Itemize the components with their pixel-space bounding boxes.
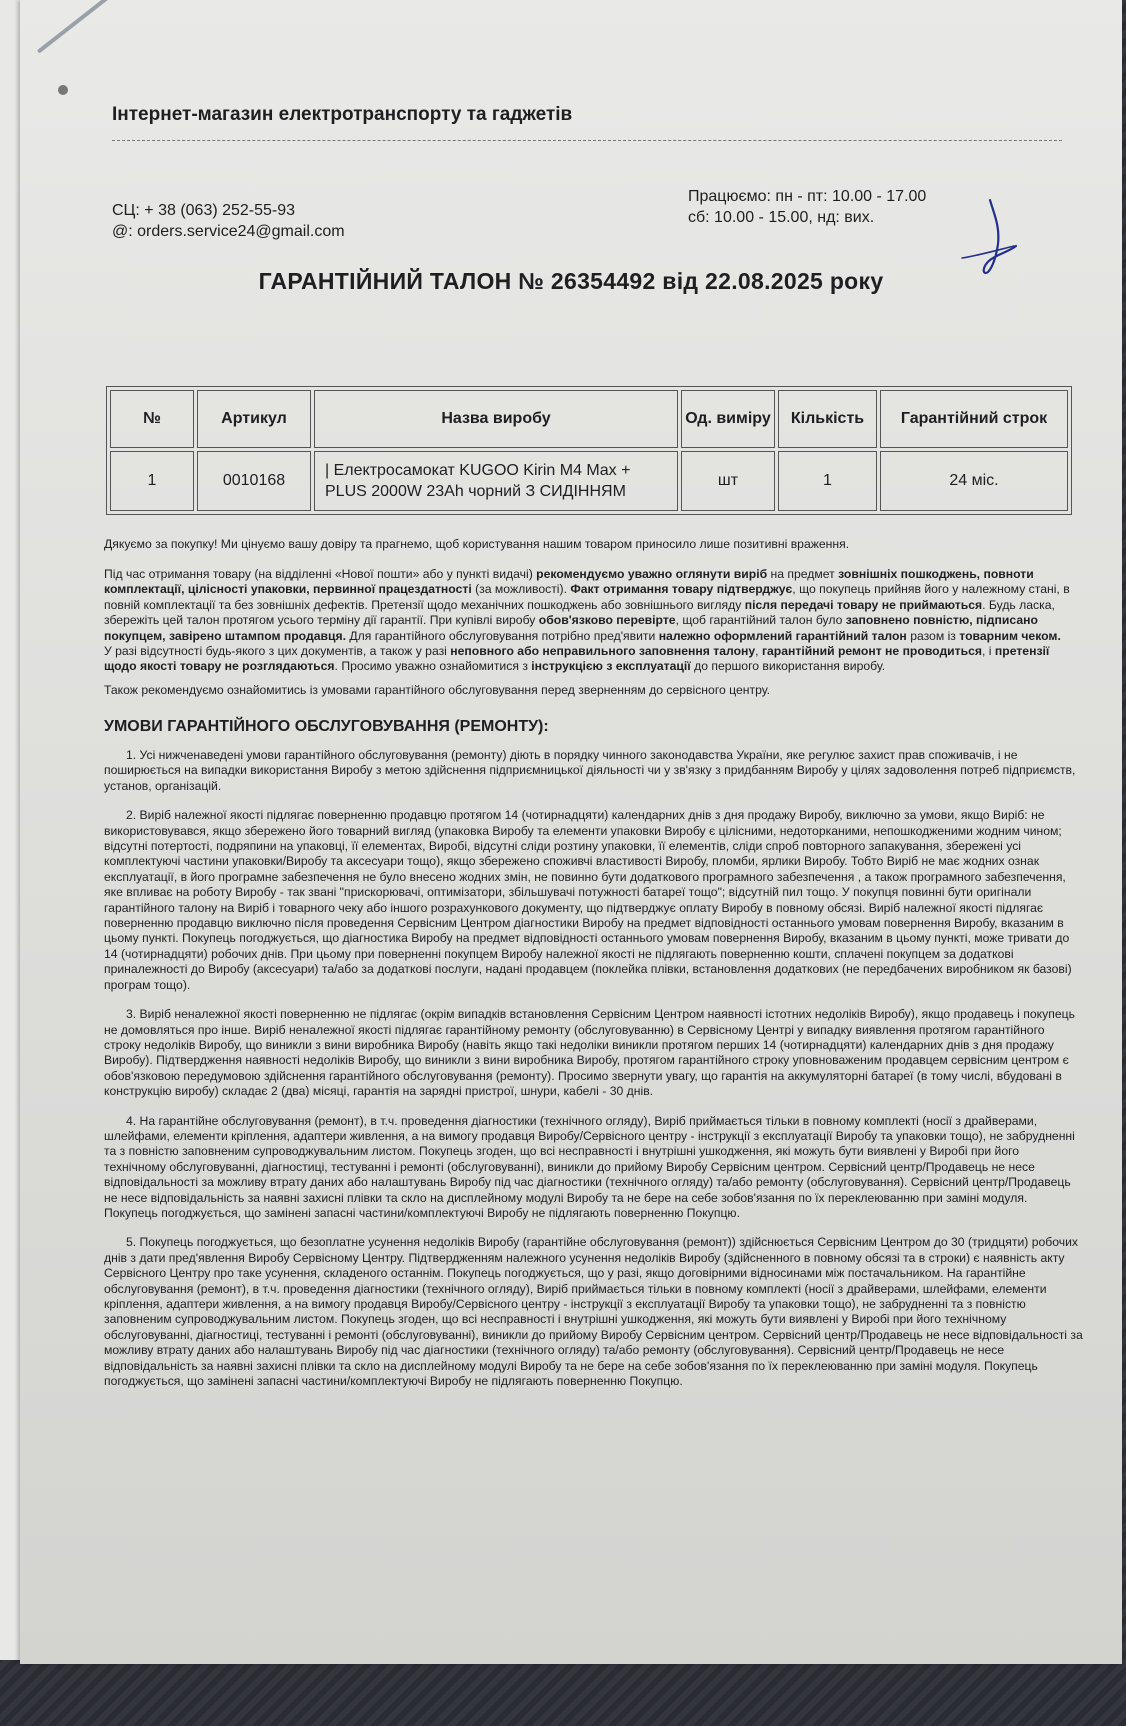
term-3: 3. Виріб неналежної якості поверненню не підлягає (окрім випадків встановлення Сервісним Центром наявності істотних недоліків Виробу), якщо продавець і покупець не домовляться про інше. Виріб неналежної якості підлягає гарантійному ремонту (обслуговуванню) в Сервісному Центрі у випадку виявлення протягом гарантійного строку недоліків Виробу, що виникли з вини виробника Виробу (навіть якщо такі недоліки виникли протягом перших 14 (чотирнадцяти) календарних днів з дня продажу Виробу). Підтвердження наявності недоліків Виробу, що виникли з вини виробника Виробу, протягом гарантійного строку уповноваженим продавцем сервісним центром є обов'язковою передумовою здійснення гарантійного обслуговування (ремонту). Просимо звернути увагу, що гарантія на аккумуляторні батареї (в тому числі, вбудовані в конструкцію виробу) складає 2 (два) місяці, гарантія на зарядні пристрої, шнури, кабелі - 30 днів. bbox=[104, 1007, 1075, 1099]
intro-paragraph bbox=[104, 567, 1084, 675]
intro-text: до першого використання виробу. bbox=[694, 659, 886, 674]
underlying-sheet bbox=[0, 0, 22, 1660]
col-header-unit bbox=[681, 390, 775, 448]
intro-text: , щоб гарантійний талон було bbox=[675, 613, 843, 628]
cell-unit: шт bbox=[681, 451, 775, 511]
intro-bold: зовнішніх пошкоджень, повноти комплектації, цілісності упаковки, первинної працездатності bbox=[104, 567, 1034, 597]
term-1: 1. Усі нижченаведені умови гарантійного обслуговування (ремонту) діють в порядку чинного законодавства України, яке регулює захист прав споживачів, і не поширюється на випадки використання Виробу з метою здійснення підприємницької діяльності чи у зв'язку з придбанням Виробу у цілях задоволення потреб підприємств, установ, організацій. bbox=[104, 748, 1076, 793]
col-header-quantity: Кількість bbox=[778, 390, 877, 448]
cell-product-name bbox=[314, 451, 678, 511]
contacts-block bbox=[112, 200, 345, 242]
unit-header-text: Од. виміру bbox=[685, 410, 771, 427]
document-title: ГАРАНТІЙНИЙ ТАЛОН № 26354492 від 22.08.2025 року bbox=[258, 268, 884, 294]
header-divider bbox=[112, 140, 1062, 141]
col-header-warranty: Гарантійний строк bbox=[880, 390, 1068, 448]
col-header-article: Артикул bbox=[197, 390, 311, 448]
hours-weekdays: Працюємо: пн - пт: 10.00 - 17.00 bbox=[688, 188, 927, 205]
intro-bold: заповнено повністю, підписано покупцем, завірено штампом продавця. bbox=[104, 613, 1038, 643]
thanks-paragraph: Дякуємо за покупку! Ми цінуємо вашу довіру та прагнемо, щоб користування нашим товаром приносило лише позитивні враження. bbox=[104, 537, 850, 551]
intro-text: Під час отримання товару (на відділенні «Нової пошти» або у пункті видачі) bbox=[104, 567, 533, 581]
cell-article: 0010168 bbox=[197, 451, 311, 511]
intro-text: . Просимо уважно ознайомитися з bbox=[334, 659, 528, 674]
cell-number: 1 bbox=[110, 451, 194, 511]
staple-hole bbox=[58, 85, 68, 95]
intro-text: Для гарантійного обслуговування потрібно пред'явити bbox=[349, 628, 656, 643]
intro-bold: належно оформлений гарантійний талон bbox=[658, 628, 907, 643]
intro-text: на предмет bbox=[770, 567, 835, 581]
intro-bold: інструкцією з експлуатації bbox=[531, 659, 691, 674]
intro-bold: товарним чеком. bbox=[959, 628, 1061, 643]
intro-text: (за можливості). bbox=[475, 582, 567, 597]
conditions-heading: УМОВИ ГАРАНТІЙНОГО ОБСЛУГОВУВАННЯ (РЕМОНТУ): bbox=[104, 718, 549, 735]
table-row bbox=[110, 451, 1068, 511]
intro-bold: рекомендуємо уважно оглянути виріб bbox=[536, 567, 768, 581]
col-header-product-name: Назва виробу bbox=[314, 390, 678, 448]
intro-bold: гарантійний ремонт не проводиться bbox=[761, 644, 983, 659]
intro-bold: неповного або неправильного заповнення талону bbox=[450, 644, 756, 659]
product-name-line2: PLUS 2000W 23Ah чорний З СИДІННЯМ bbox=[325, 483, 626, 500]
intro-bold: Факт отримання товару підтверджує bbox=[570, 582, 793, 597]
service-email: @: orders.service24@gmail.com bbox=[112, 223, 345, 240]
term-5: 5. Покупець погоджується, що безоплатне усунення недоліків Виробу (гарантійне обслуговування (ремонт)) здійснюється Сервісним Центром до 30 (тридцяти) робочих днів з дати пред'явлення Виробу Сервісному Центру. Підтвердженням належного усунення недоліків Виробу (здійсненного в повному обсязі та в строки) є наявність акту Сервісного Центру про таке усунення, складеного останнім. Покупець погоджується, що у разі, якщо договірними відносинами між постачальником. На гарантійне обслуговування (ремонт), в т.ч. проведення діагностики (технічного огляду), Виріб приймається тільки в повному комплекті (носії з драйверами, шлейфами, елементи кріплення, адаптери живлення, а на вимогу продавця Виробу/Сервісного центру - інструкції з експлуатації Виробу та упаковки тощо), не забрудненні та з повністю заповненим супроводжувальним листом. Покупець згоден, що всі несправності і внутрішні ушкодження, які можуть бути виявлені у Виробі при його технічному обслуговуванні, діагностиці, тестуванні і ремонті (обслуговуванні), виникли до прийому Виробу Сервісним центром. Сервісний центр/Продавець не несе відповідальності за можливу втрату даних або налаштувань Виробу під час діагностики (технічного огляду) та/або ремонту (обслуговування). Сервісний центр/Продавець не несе відповідальність за наявні захисні плівки та скло на дисплейному модулі Виробу та не бере на себе зобов'язання по їх переклеюванню при заміні модуля. Покупець погоджується, що замінені запасні частини/комплектуючі Виробу не підлягають поверненню Покупцю. bbox=[104, 1235, 1083, 1389]
warranty-document-page bbox=[20, 0, 1122, 1664]
service-phone: СЦ: + 38 (063) 252-55-93 bbox=[112, 202, 296, 219]
cell-warranty-period: 24 міс. bbox=[880, 451, 1068, 511]
intro-text: , і bbox=[982, 644, 992, 659]
intro-text: , bbox=[755, 644, 759, 659]
term-4: 4. На гарантійне обслуговування (ремонт), в т.ч. проведення діагностики (технічного огляду), Виріб приймається тільки в повному комплекті (носії з драйверами, шлейфами, елементи кріплення, адаптери живлення, а на вимогу продавця Виробу/Сервісного центру - інструкції з експлуатації Виробу та упаковки тощо), не забрудненні та з повністю заповненим супроводжувальним листом. Покупець згоден, що всі несправності і внутрішні ушкодження, які можуть бути виявлені у Виробі при його технічному обслуговуванні, діагностиці, тестуванні і ремонті (обслуговуванні), виникли до прийому Виробу Сервісним центром. Сервісний центр/Продавець не несе відповідальності за можливу втрату даних або налаштувань Виробу під час діагностики (технічного огляду) та/або ремонту (обслуговування). Сервісний центр/Продавець не несе відповідальність за наявні захисні плівки та скло на дисплейному модулі Виробу та не бере на себе зобов'язання по їх переклеюванню при заміні модуля. Покупець погоджується, що замінені запасні частини/комплектуючі Виробу не підлягають поверненню Покупцю. bbox=[104, 1113, 1075, 1220]
product-name-line1: | Електросамокат KUGOO Kirin M4 Max + bbox=[325, 462, 631, 479]
staple bbox=[37, 0, 126, 54]
goods-table bbox=[106, 386, 1072, 515]
col-header-number: № bbox=[110, 390, 194, 448]
intro-text: разом із bbox=[910, 628, 956, 643]
intro-text: У разі відсутності будь-якого з цих документів, а також у разі bbox=[104, 644, 447, 659]
intro-text: . Будь ласка, збережіть цей талон протягом усього терміну дії гарантії. При купівлі виробу bbox=[104, 597, 1055, 628]
cell-quantity: 1 bbox=[778, 451, 877, 511]
intro-bold: обов'язково перевірте bbox=[538, 613, 676, 628]
shop-name: Інтернет-магазин електротранспорту та гаджетів bbox=[112, 104, 573, 125]
intro-text: , що покупець прийняв його у належному стані, в повній комплектації та без зовнішніх дефектів. Претензії щодо механічних пошкоджень або зовнішнього вигляду bbox=[104, 582, 1070, 612]
warranty-terms bbox=[104, 748, 1084, 1403]
working-hours bbox=[688, 186, 926, 228]
recommend-paragraph: Також рекомендуємо ознайомитись із умовами гарантійного обслуговування перед зверненням до сервісного центру. bbox=[104, 683, 770, 697]
term-2: 2. Виріб належної якості підлягає поверненню продавцю протягом 14 (чотирнадцяти) календарних днів з дня продажу Виробу, виключно за умови, якщо Виріб: не використовувався, якщо збережено його товарний вигляд (упаковка Виробу та елементи упаковки Виробу є цілісними, недоторканими, непошкодженими жодним чином; відсутні потертості, подряпини на упаковці, її елементах, Виробі, відсутні сліди розтину упаковки, її елементів, сліди спроб повторного запакування, збережені усі комплектуючі частини упаковки/Виробу та аксесуари тощо), якщо збережено споживчі властивості Виробу, пломби, ярлики Виробу. Тобто Виріб не має жодних ознак експлуатації, в його програмне забезпечення не було внесено жодних змін, не повинно бути додаткового програмного забезпечення , а також програмного забезпечення, яке впливає на роботу Виробу - так звані "прискорювачі, оптимізатори, збільшувачі потужності батареї тощо"; відсутній пил тощо. У покупця повинні бути оригінали гарантійного талону на Виріб і товарного чеку або іншого розрахункового документу, що підтверджує оплату Виробу в повному обсязі. Виріб належної якості підлягає поверненню продавцю виключно після проведення Сервісним Центром діагностики Виробу на предмет відповідності останнього умовам повернення Виробу, вказаним в цьому пункті. Покупець погоджується, що діагностика Виробу на предмет відповідності останнього умовам повернення Виробу, вказаним в цьому пункті, може тривати до 14 (чотирнадцяти) робочих днів. При цьому при поверненні покупцем Виробу належної якості не підлягають поверненню кошти, сплачені покупцем за додаткові приналежності до Виробу (аксесуари) та/або за додаткові послуги, надані продавцем (поклейка плівки, встановлення додаткових (не передбачених виробником як базові) програм тощо). bbox=[104, 808, 1072, 992]
hours-weekend: сб: 10.00 - 15.00, нд: вих. bbox=[688, 209, 875, 226]
intro-bold: претензії щодо якості товару не розглядаються bbox=[104, 644, 1050, 674]
intro-bold: після передачі товару не приймаються bbox=[744, 597, 983, 612]
table-header-row bbox=[110, 390, 1068, 448]
